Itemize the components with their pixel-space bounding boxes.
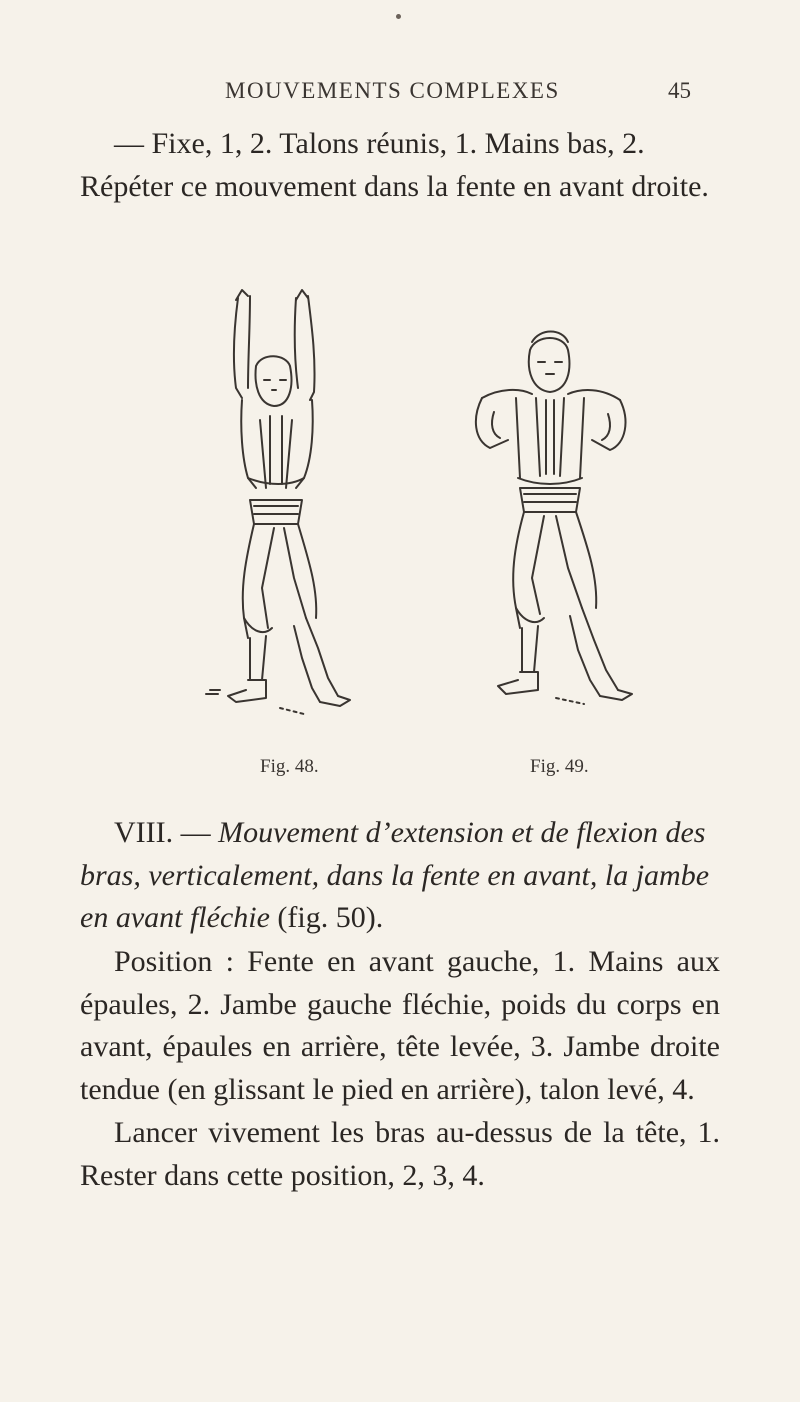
figure-49-caption: Fig. 49. [530,756,589,777]
figure-49-illustration [460,328,650,738]
section-viii-heading [80,812,720,940]
figure-reference: (fig. 50). [269,901,384,934]
section-title: Mouvement d’extension et de flexion des bras, verticalement, dans la fente en avant, la jambe en avant fléchie [80,816,710,934]
print-dot [396,14,401,19]
running-title: MOUVEMENTS COMPLEXES [225,78,560,103]
paragraph-lancer: Lancer vivement les bras au-dessus de la tête, 1. Rester dans cette position, 2, 3, 4. [80,1116,720,1192]
paragraph-position: Position : Fente en avant gauche, 1. Mains aux épaules, 2. Jambe gauche fléchie, poids du corps en avant, épaules en arrière, tête levée, 3. Jambe droite tendue (en glissant le pied en arrière), talon levé, 4. [80,945,720,1106]
figure-48-illustration [190,288,380,738]
page-number: 45 [668,78,691,103]
paragraph-fixe: — Fixe, 1, 2. Talons réunis, 1. Mains bas, 2. Répéter ce mouvement dans la fente en avant droite. [80,127,709,203]
running-head [0,78,800,108]
section-number: VIII. — [114,816,219,849]
figure-block [0,270,800,790]
figure-48-caption: Fig. 48. [260,756,319,777]
